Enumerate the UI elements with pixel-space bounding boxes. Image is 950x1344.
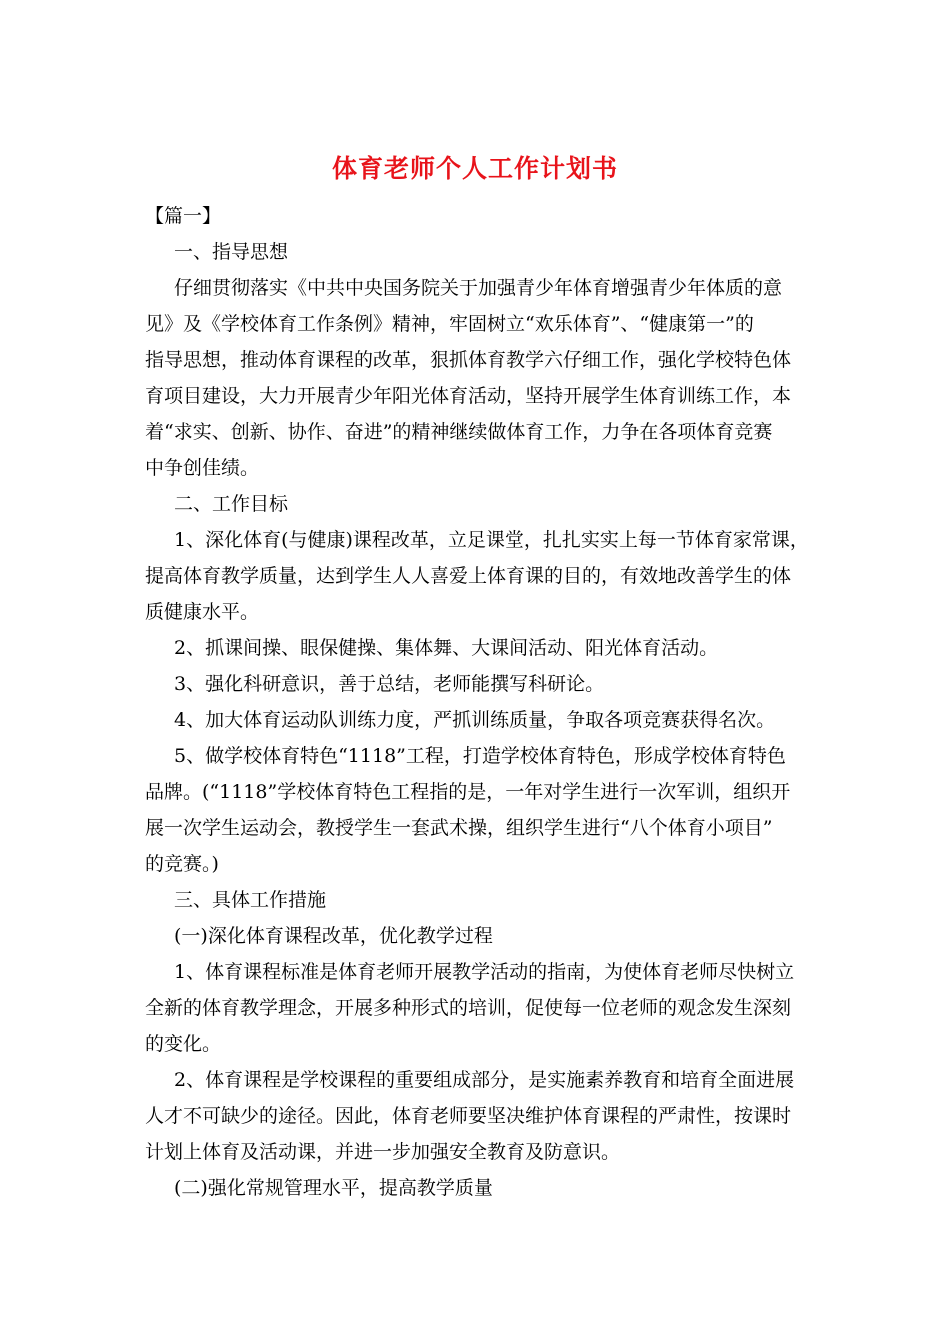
heading-specific-measures: 三、具体工作措施 (174, 889, 327, 911)
paragraph-line: 见》及《学校体育工作条例》精神，牢固树立“欢乐体育”、“健康第一”的 (145, 313, 754, 335)
section-label-pian-yi: 【篇一】 (145, 205, 222, 227)
paragraph-line: 中争创佳绩。 (145, 457, 260, 479)
paragraph-line: 计划上体育及活动课，并进一步加强安全教育及防意识。 (145, 1141, 621, 1163)
paragraph-line: 的变化。 (145, 1033, 222, 1055)
paragraph-line: 指导思想，推动体育课程的改革，狠抓体育教学六仔细工作，强化学校特色体 (145, 349, 792, 371)
paragraph-line: 全新的体育教学理念，开展多种形式的培训，促使每一位老师的观念发生深刻 (145, 997, 792, 1019)
subheading-line: (二)强化常规管理水平，提高教学质量 (174, 1177, 493, 1199)
paragraph-line: 2、体育课程是学校课程的重要组成部分，是实施素养教育和培育全面进展 (174, 1069, 795, 1091)
paragraph-line: 5、做学校体育特色“1118”工程，打造学校体育特色，形成学校体育特色 (174, 745, 786, 767)
document-body (145, 198, 809, 1206)
paragraph-line: 提高体育教学质量，达到学生人人喜爱上体育课的目的，有效地改善学生的体 (145, 565, 792, 587)
subheading-line: (一)深化体育课程改革，优化教学过程 (174, 925, 493, 947)
paragraph-line: 育项目建设，大力开展青少年阳光体育活动，坚持开展学生体育训练工作，本 (145, 385, 792, 407)
paragraph-line: 3、强化科研意识，善于总结，老师能撰写科研论。 (174, 673, 605, 695)
paragraph-line: 的竞赛。) (145, 853, 219, 875)
paragraph-line: 1、体育课程标准是体育老师开展教学活动的指南，为使体育老师尽快树立 (174, 961, 795, 983)
paragraph-line: 2、抓课间操、眼保健操、集体舞、大课间活动、阳光体育活动。 (174, 637, 719, 659)
paragraph-line: 展一次学生运动会，教授学生一套武术操，组织学生进行“八个体育小项目” (145, 817, 773, 839)
document-title: 体育老师个人工作计划书 (331, 154, 618, 183)
paragraph-line: 人才不可缺少的途径。因此，体育老师要坚决维护体育课程的严肃性，按课时 (145, 1105, 792, 1127)
paragraph-line: 仔细贯彻落实《中共中央国务院关于加强青少年体育增强青少年体质的意 (174, 277, 783, 299)
paragraph-line: 着“求实、创新、协作、奋进”的精神继续做体育工作，力争在各项体育竞赛 (145, 421, 773, 443)
paragraph-line: 质健康水平。 (145, 601, 260, 623)
heading-work-goals: 二、工作目标 (174, 493, 289, 515)
paragraph-line: 品牌。(“1118”学校体育特色工程指的是，一年对学生进行一次军训，组织开 (145, 781, 791, 803)
paragraph-line: 4、加大体育运动队训练力度，严抓训练质量，争取各项竞赛获得名次。 (174, 709, 776, 731)
heading-guiding-thought: 一、指导思想 (174, 241, 289, 263)
paragraph-line: 1、深化体育(与健康)课程改革，立足课堂，扎扎实实上每一节体育家常课， (174, 529, 809, 551)
